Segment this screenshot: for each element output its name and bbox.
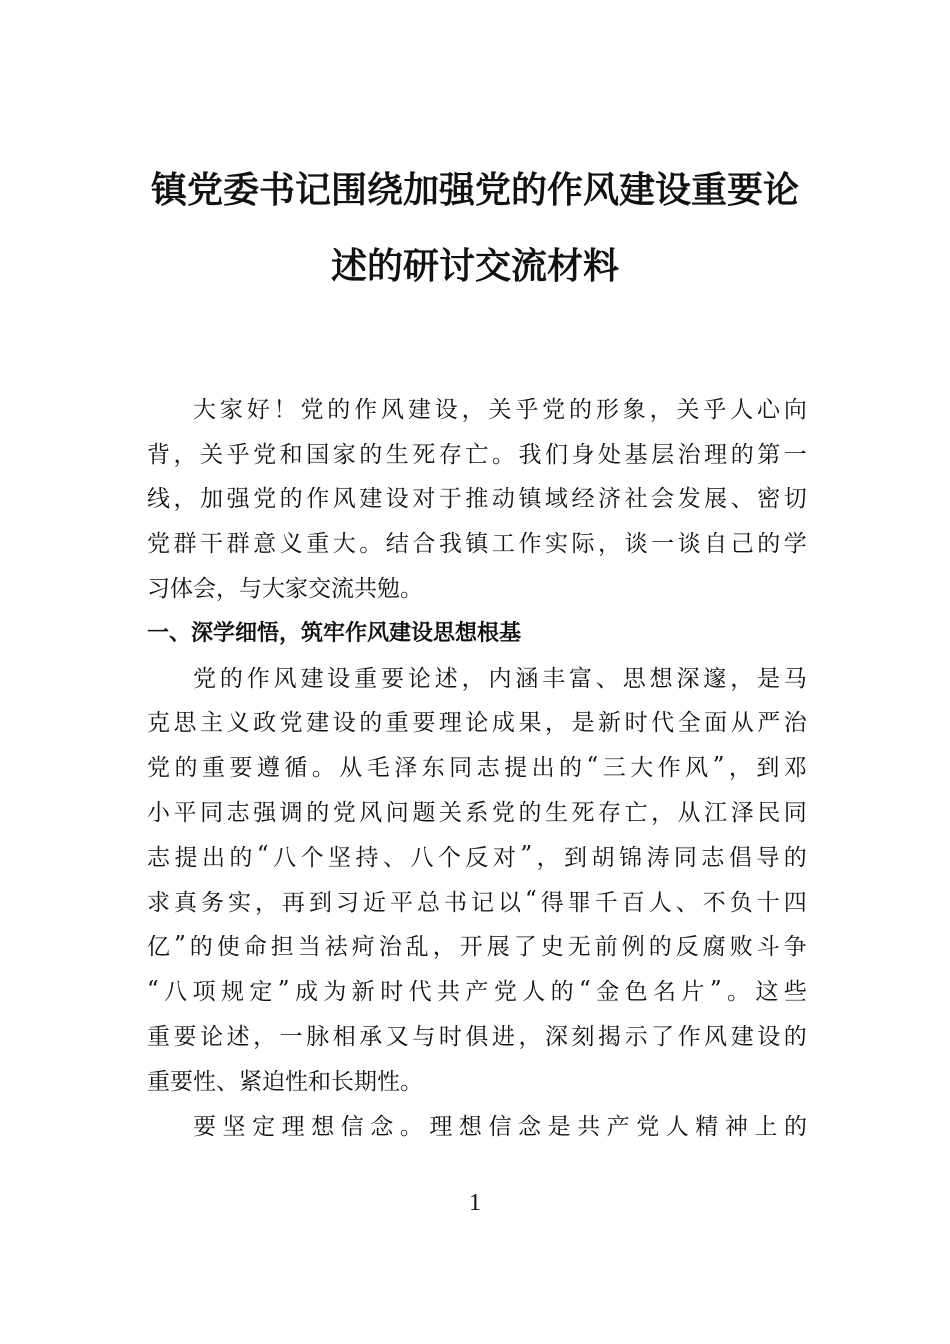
text-line: 亿 ” 的 使 命 担 当 祛 疴 治 乱 ， 开 展 了 史 无 前 例 的 反 腐 败 斗 争 — [147, 931, 807, 961]
text-line: 要 坚 定 理 想 信 念 。 理 想 信 念 是 共 产 党 人 精 神 上 的 — [193, 1113, 807, 1140]
text-line: 求 真 务 实 ， 再 到 习 近 平 总 书 记 以 “ 得 罪 千 百 人 、 不 负 十 四 — [147, 887, 807, 916]
text-line: 习体会，与大家交流共勉。 — [147, 576, 423, 603]
page-number: 1 — [469, 1190, 481, 1216]
document-title-line-2: 述的研讨交流材料 — [330, 245, 619, 287]
text-line: 小 平 同 志 强 调 的 党 风 问 题 关 系 党 的 生 死 存 亡 ， 从 江 泽 民 同 — [147, 800, 807, 827]
text-line: 党 的 作 风 建 设 重 要 论 述 ， 内 涵 丰 富 、 思 想 深 邃 ， 是 马 — [193, 665, 807, 692]
text-line: 重要性、紧迫性和长期性。 — [147, 1068, 423, 1095]
document-title-line-1: 镇党委书记围绕加强党的作风建设重要论 — [150, 169, 799, 211]
text-line: “ 八 项 规 定 ” 成 为 新 时 代 共 产 党 人 的 “ 金 色 名 片 ” 。 这 些 — [147, 976, 807, 1006]
text-line: 背 ， 关 乎 党 和 国 家 的 生 死 存 亡 。 我 们 身 处 基 层 治 理 的 第 一 — [147, 441, 807, 468]
text-line: 大 家 好 ！ 党 的 作 风 建 设 ， 关 乎 党 的 形 象 ， 关 乎 人 心 向 — [193, 396, 807, 423]
text-line: 党 的 重 要 遵 循 。 从 毛 泽 东 同 志 提 出 的 “ 三 大 作 风 ” ， 到 邓 — [147, 752, 807, 782]
section-heading: 一、深学细悟，筑牢作风建设思想根基 — [147, 620, 522, 646]
text-line: 克 思 主 义 政 党 建 设 的 重 要 理 论 成 果 ， 是 新 时 代 全 面 从 严 治 — [147, 710, 807, 737]
text-line: 党 群 干 群 意 义 重 大 。 结 合 我 镇 工 作 实 际 ， 谈 一 谈 自 己 的 学 — [147, 531, 807, 558]
text-line: 线 ， 加 强 党 的 作 风 建 设 对 于 推 动 镇 域 经 济 社 会 发 展 、 密 切 — [147, 486, 807, 513]
document-body — [147, 385, 807, 1147]
text-line: 重 要 论 述 ， 一 脉 相 承 又 与 时 俱 进 ， 深 刻 揭 示 了 作 风 建 设 的 — [147, 1024, 807, 1051]
text-line: 志 提 出 的 “ 八 个 坚 持 、 八 个 反 对 ” ， 到 胡 锦 涛 同 志 倡 导 的 — [147, 842, 807, 871]
